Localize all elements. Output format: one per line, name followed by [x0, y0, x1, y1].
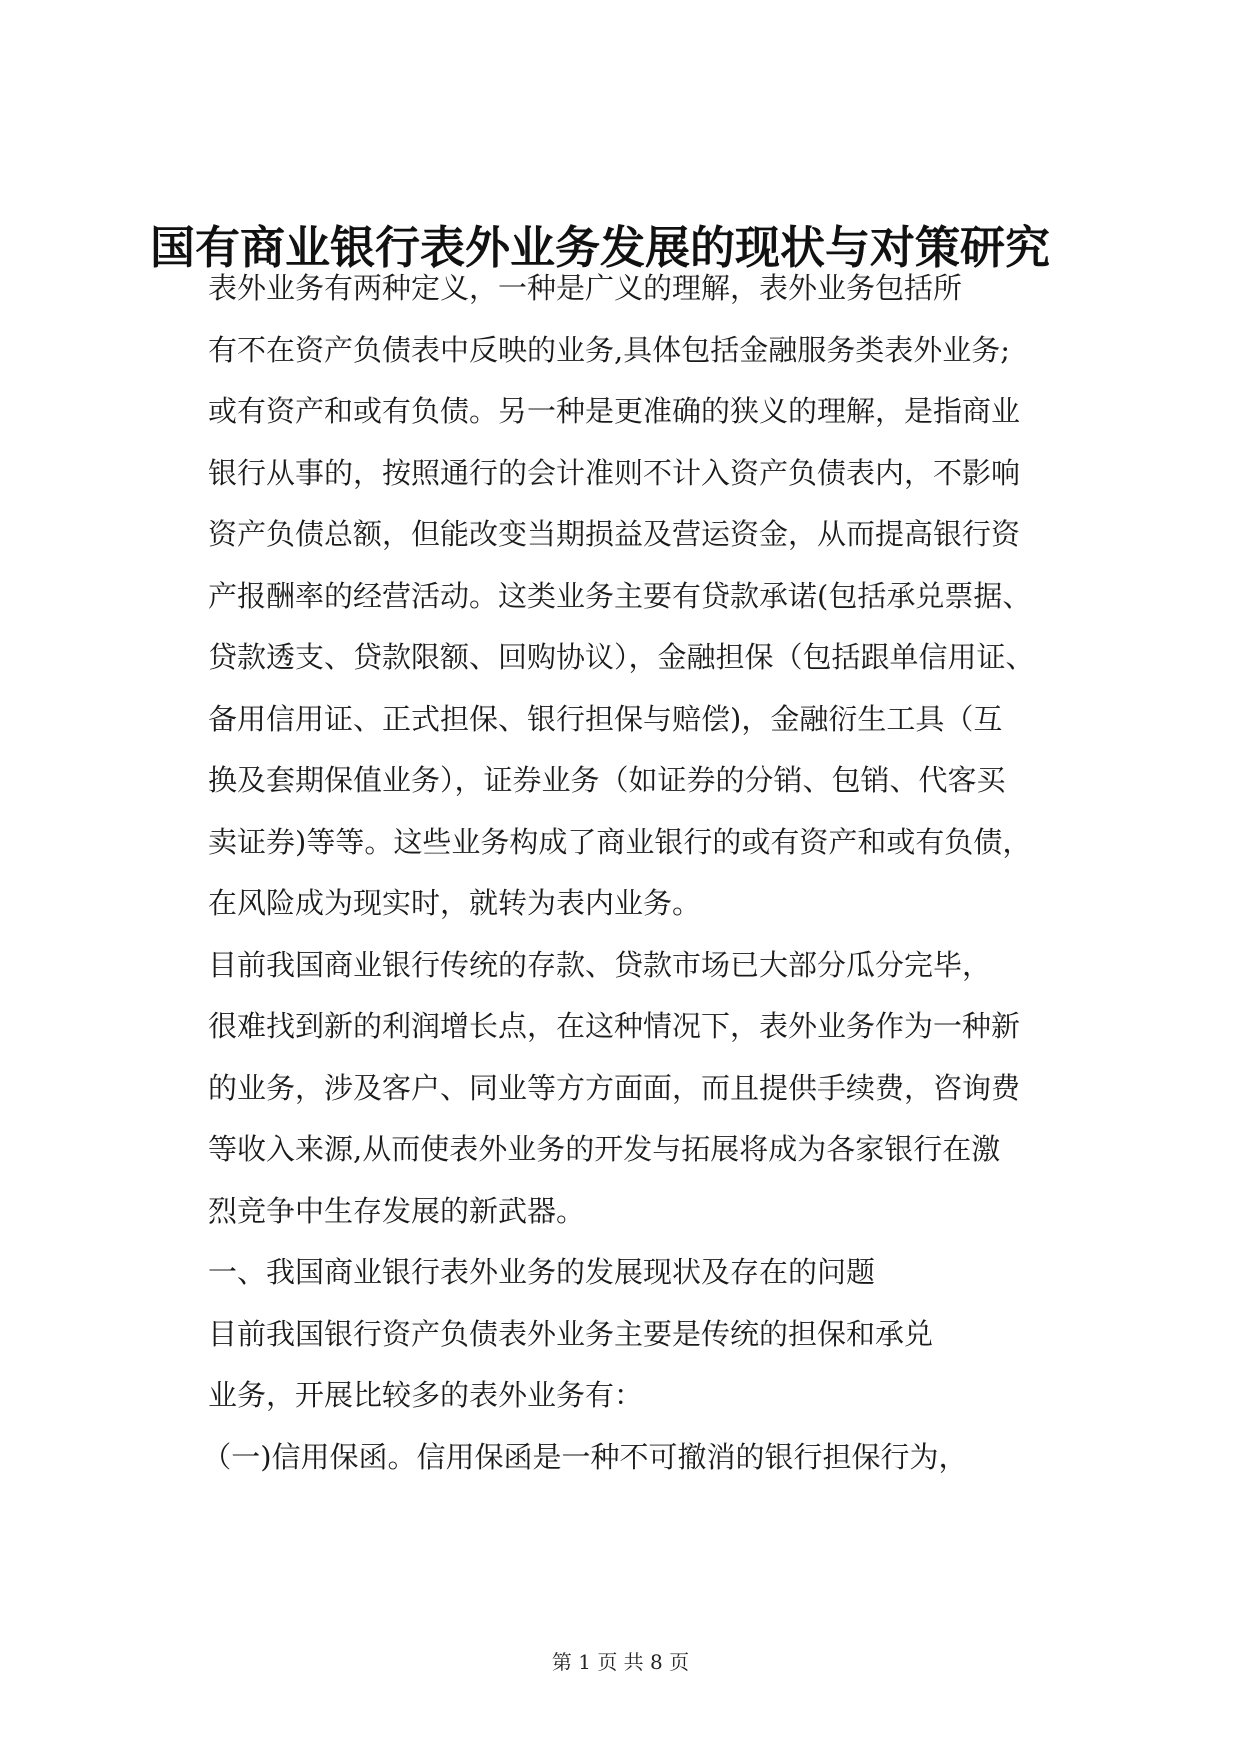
text-line: 有不在资产负债表中反映的业务,具体包括金融服务类表外业务; [208, 332, 1010, 367]
document-body [150, 258, 1090, 1488]
text-line: （一)信用保函。信用保函是一种不可撤消的银行担保行为， [202, 1439, 968, 1474]
text-line: 卖证券)等等。这些业务构成了商业银行的或有资产和或有负债， [208, 824, 1032, 859]
text-line: 换及套期保值业务），证券业务（如证券的分销、包销、代客买 [208, 763, 1006, 797]
text-line: 银行从事的，按照通行的会计准则不计入资产负债表内，不影响 [208, 455, 1021, 490]
section-heading-text: 一、我国商业银行表外业务的发展现状及存在的问题 [208, 1255, 876, 1289]
text-line: 业务，开展比较多的表外业务有： [208, 1378, 644, 1412]
text-line: 很难找到新的利润增长点，在这种情况下，表外业务作为一种新 [208, 1009, 1021, 1043]
text-line: 目前我国银行资产负债表外业务主要是传统的担保和承兑 [208, 1316, 934, 1351]
text-line: 或有资产和或有负债。另一种是更准确的狭义的理解，是指商业 [208, 394, 1021, 428]
text-line: 等收入来源,从而使表外业务的开发与拓展将成为各家银行在激 [208, 1132, 1001, 1166]
text-line: 产报酬率的经营活动。这类业务主要有贷款承诺(包括承兑票据、 [208, 578, 1032, 613]
paragraph-credit-guarantee [150, 1427, 1090, 1489]
paragraph-current-market [150, 935, 1090, 1243]
text-line: 烈竞争中生存发展的新武器。 [208, 1193, 586, 1228]
text-line: 备用信用证、正式担保、银行担保与赔偿)，金融衍生工具（互 [208, 701, 1003, 736]
text-line: 表外业务有两种定义，一种是广义的理解，表外业务包括所 [208, 271, 963, 305]
document-title: 国有商业银行表外业务发展的现状与对策研究 [150, 221, 1051, 274]
text-line: 贷款透支、贷款限额、回购协议），金融担保（包括跟单信用证、 [208, 640, 1035, 674]
page-number-footer: 第 1 页 共 8 页 [551, 1650, 690, 1674]
text-line: 资产负债总额，但能改变当期损益及营运资金，从而提高银行资 [208, 517, 1021, 551]
text-line: 目前我国商业银行传统的存款、贷款市场已大部分瓜分完毕， [208, 947, 992, 982]
text-line: 在风险成为现实时，就转为表内业务。 [208, 886, 702, 920]
text-line: 的业务，涉及客户、同业等方方面面，而且提供手续费，咨询费 [208, 1070, 1021, 1105]
section-heading [150, 1242, 1090, 1304]
paragraph-definition [150, 258, 1090, 935]
paragraph-main-business [150, 1304, 1090, 1427]
